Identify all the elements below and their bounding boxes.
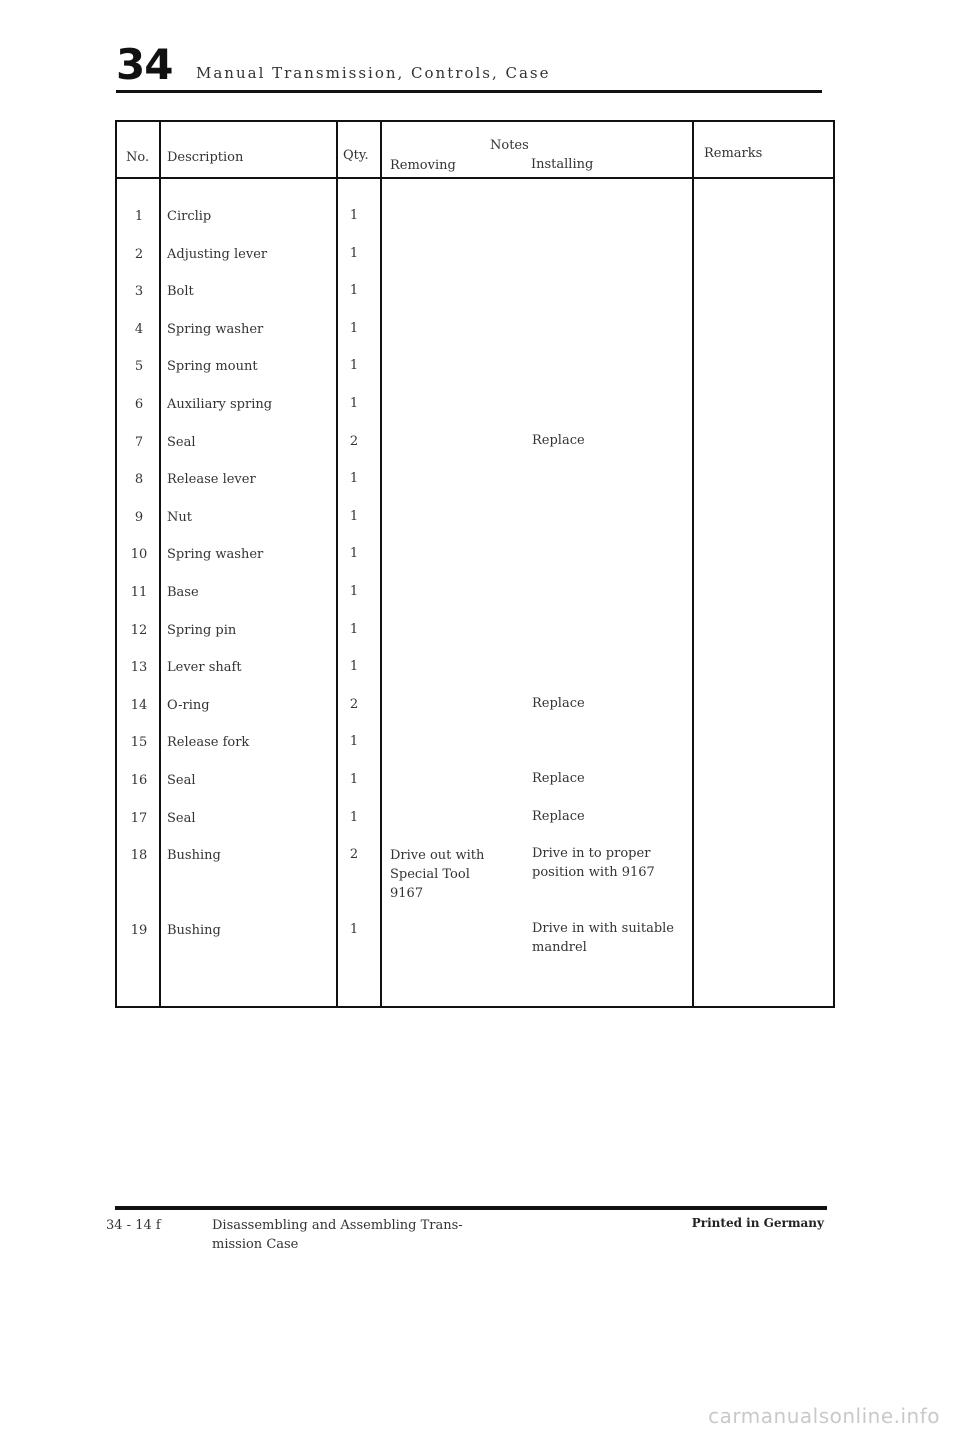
- row-qty: 1: [349, 621, 359, 637]
- row-qty: 1: [349, 922, 359, 938]
- row-number: 10: [130, 547, 148, 563]
- row-installing-note: Replace: [532, 695, 585, 711]
- row-number: 4: [134, 321, 144, 337]
- header-rule: [116, 90, 822, 93]
- column-divider: [159, 122, 161, 1006]
- row-number: 8: [134, 472, 144, 488]
- row-number: 17: [130, 810, 148, 826]
- row-number: 12: [130, 622, 148, 638]
- section-number: 34: [116, 40, 173, 89]
- header-divider: [117, 177, 833, 179]
- row-installing-note: Drive in to proper position with 9167: [532, 846, 655, 881]
- row-qty: 2: [349, 696, 359, 712]
- row-description: Seal: [167, 810, 196, 826]
- row-description: Adjusting lever: [167, 246, 268, 262]
- row-description: Auxiliary spring: [167, 397, 273, 412]
- row-number: 18: [130, 848, 148, 864]
- footer-caption: [212, 1216, 463, 1254]
- row-qty: 1: [349, 358, 359, 374]
- row-qty: 1: [349, 245, 359, 261]
- row-qty: 1: [349, 734, 359, 750]
- row-qty: 1: [349, 772, 359, 787]
- row-description: Spring mount: [167, 359, 258, 375]
- row-qty: 1: [349, 508, 359, 524]
- header-notes: Notes: [490, 138, 529, 153]
- row-number: 2: [134, 246, 144, 262]
- row-description: Bushing: [167, 848, 221, 864]
- section-title: Manual Transmission, Controls, Case: [196, 64, 551, 82]
- row-description: Bolt: [167, 284, 194, 300]
- row-number: 11: [130, 585, 148, 600]
- row-description: Spring washer: [167, 547, 264, 563]
- column-divider: [380, 122, 382, 1006]
- row-qty: 1: [349, 546, 359, 562]
- row-number: 5: [134, 359, 144, 375]
- footer-caption-line: Disassembling and Assembling Trans-: [212, 1218, 463, 1233]
- row-number: 1: [134, 209, 144, 224]
- row-description: Release lever: [167, 472, 256, 488]
- row-removing-note: Drive out with Special Tool 9167: [390, 848, 485, 902]
- row-number: 7: [134, 434, 144, 450]
- row-number: 14: [130, 697, 148, 713]
- column-divider: [336, 122, 338, 1006]
- printed-in-germany: Printed in Germany: [691, 1216, 824, 1230]
- row-description: Bushing: [167, 923, 221, 939]
- row-installing-note: Replace: [532, 808, 585, 824]
- row-description: Base: [167, 585, 199, 600]
- row-description: Spring washer: [167, 321, 264, 337]
- row-installing-note: Replace: [532, 771, 585, 786]
- header-installing: Installing: [531, 157, 594, 172]
- row-qty: 1: [349, 320, 359, 336]
- header-no: No.: [126, 150, 150, 165]
- row-qty: 1: [349, 208, 359, 223]
- column-divider: [692, 122, 694, 1006]
- row-installing-note: Drive in with suitable mandrel: [532, 921, 674, 956]
- row-description: Seal: [167, 773, 196, 788]
- watermark: carmanualsonline.info: [708, 1404, 940, 1428]
- row-description: Lever shaft: [167, 660, 242, 676]
- row-number: 9: [134, 509, 144, 525]
- row-description: Circlip: [167, 209, 212, 224]
- parts-table: [115, 120, 835, 1008]
- row-qty: 1: [349, 659, 359, 675]
- row-number: 15: [130, 735, 148, 751]
- row-number: 13: [130, 660, 148, 676]
- row-number: 19: [130, 923, 148, 939]
- footer-caption-line: mission Case: [212, 1237, 299, 1252]
- row-number: 6: [134, 397, 144, 412]
- row-qty: 1: [349, 809, 359, 825]
- row-qty: 2: [349, 433, 359, 449]
- row-qty: 2: [349, 847, 359, 863]
- header-removing: Removing: [390, 158, 456, 173]
- row-qty: 1: [349, 396, 359, 411]
- row-installing-note: Replace: [532, 432, 585, 448]
- row-number: 3: [134, 284, 144, 300]
- page-reference: 34 - 14 f: [106, 1218, 161, 1233]
- header-qty: Qty.: [343, 148, 369, 163]
- row-description: Nut: [167, 509, 192, 525]
- row-qty: 1: [349, 584, 359, 599]
- row-description: Seal: [167, 434, 196, 450]
- row-number: 16: [130, 773, 148, 788]
- footer-rule: [115, 1206, 827, 1210]
- row-qty: 1: [349, 471, 359, 487]
- row-description: Release fork: [167, 735, 250, 751]
- row-description: O-ring: [167, 697, 210, 713]
- header-description: Description: [167, 150, 244, 165]
- row-description: Spring pin: [167, 622, 237, 638]
- row-qty: 1: [349, 283, 359, 299]
- header-remarks: Remarks: [704, 146, 763, 161]
